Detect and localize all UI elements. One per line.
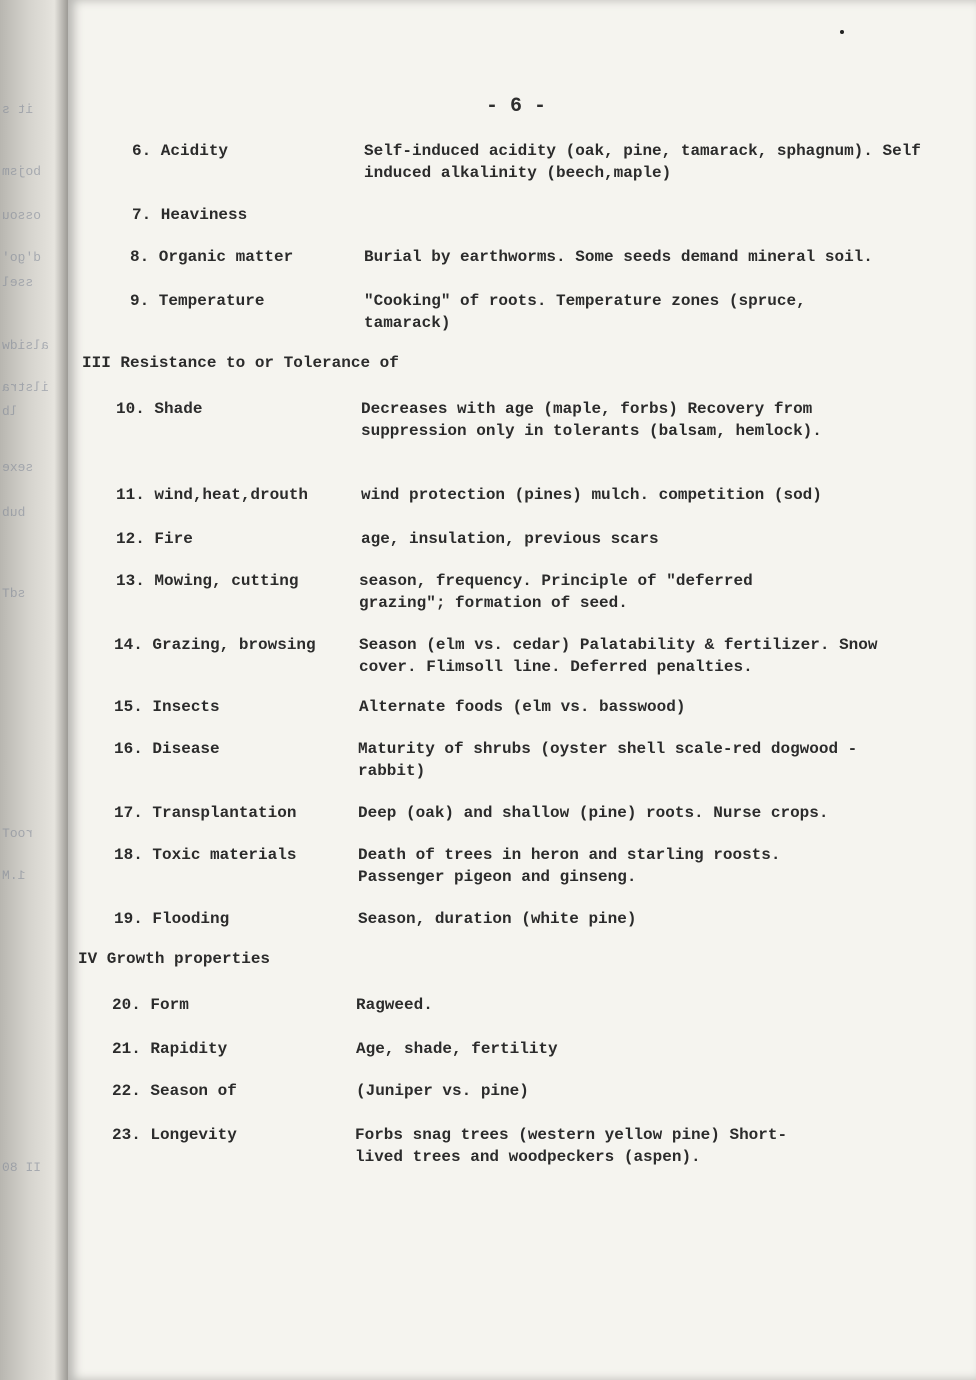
item-text: Maturity of shrubs (oyster shell scale-red dogwood - rabbit): [358, 740, 858, 780]
item-text: Burial by earthworms. Some seeds demand mineral soil.: [364, 248, 873, 266]
item-label: 6. Acidity: [132, 142, 229, 160]
item-label: 9. Temperature: [130, 292, 265, 310]
bleed-text: it s: [2, 102, 34, 117]
item-label: 15. Insects: [114, 698, 220, 716]
item-text: age, insulation, previous scars: [361, 530, 659, 548]
item-text: (Juniper vs. pine): [356, 1082, 529, 1100]
item-text: Death of trees in heron and starling roosts. Passenger pigeon and ginseng.: [358, 846, 781, 886]
document-page: [68, 0, 976, 1380]
item-text: Deep (oak) and shallow (pine) roots. Nurse crops.: [358, 804, 829, 822]
bleed-text: ilstra: [2, 380, 49, 395]
item-label: 10. Shade: [116, 400, 203, 418]
bleed-text: ossou: [2, 208, 42, 223]
bleed-text: II 80: [2, 1160, 42, 1175]
item-label: 13. Mowing, cutting: [116, 572, 299, 590]
item-label: 20. Form: [112, 996, 189, 1014]
page-number: - 6 -: [486, 95, 547, 118]
bleed-text: bub: [2, 505, 26, 520]
bleed-text: alsidw: [2, 338, 49, 353]
item-label: 19. Flooding: [114, 910, 230, 928]
section-heading: III Resistance to or Tolerance of: [82, 354, 399, 372]
item-label: 21. Rapidity: [112, 1040, 228, 1058]
item-label: 8. Organic matter: [130, 248, 294, 266]
bleed-text: d'go': [2, 250, 42, 265]
bleed-text: sexe: [2, 460, 34, 475]
item-label: 12. Fire: [116, 530, 193, 548]
facing-page-bleed: [0, 0, 62, 1380]
item-text: Forbs snag trees (western yellow pine) Short-lived trees and woodpeckers (aspen).: [355, 1126, 788, 1166]
item-label: 16. Disease: [114, 740, 220, 758]
bleed-text: sdT: [2, 586, 26, 601]
item-text: "Cooking" of roots. Temperature zones (spruce, tamarack): [364, 292, 806, 332]
item-label: 17. Transplantation: [114, 804, 297, 822]
item-text: Decreases with age (maple, forbs) Recovery from suppression only in tolerants (balsam, hemlock).: [361, 400, 822, 440]
item-text: Age, shade, fertility: [356, 1040, 558, 1058]
bleed-text: bojsm: [2, 164, 42, 179]
item-label: 14. Grazing, browsing: [114, 636, 316, 654]
item-text: Season, duration (white pine): [358, 910, 637, 928]
item-text: Self-induced acidity (oak, pine, tamarack, sphagnum). Self induced alkalinity (beech,maple): [364, 142, 921, 182]
bleed-text: 1.M: [2, 868, 26, 883]
bleed-text: rooT: [2, 826, 34, 841]
ink-speck: [840, 30, 844, 34]
item-text: wind protection (pines) mulch. competition (sod): [361, 486, 822, 504]
item-text: Season (elm vs. cedar) Palatability & fertilizer. Snow cover. Flimsoll line. Deferred penalties.: [359, 636, 878, 676]
item-label: 7. Heaviness: [132, 206, 248, 224]
item-text: Ragweed.: [356, 996, 433, 1014]
item-text: season, frequency. Principle of "deferred grazing"; formation of seed.: [359, 572, 753, 612]
section-heading: IV Growth properties: [78, 950, 271, 968]
item-label: 11. wind,heat,drouth: [116, 486, 309, 504]
bleed-text: lb: [2, 404, 18, 419]
item-label: 22. Season of: [112, 1082, 237, 1100]
item-text: Alternate foods (elm vs. basswood): [359, 698, 686, 716]
item-label: 18. Toxic materials: [114, 846, 297, 864]
bleed-text: ssel: [2, 275, 34, 290]
item-label: 23. Longevity: [112, 1126, 237, 1144]
